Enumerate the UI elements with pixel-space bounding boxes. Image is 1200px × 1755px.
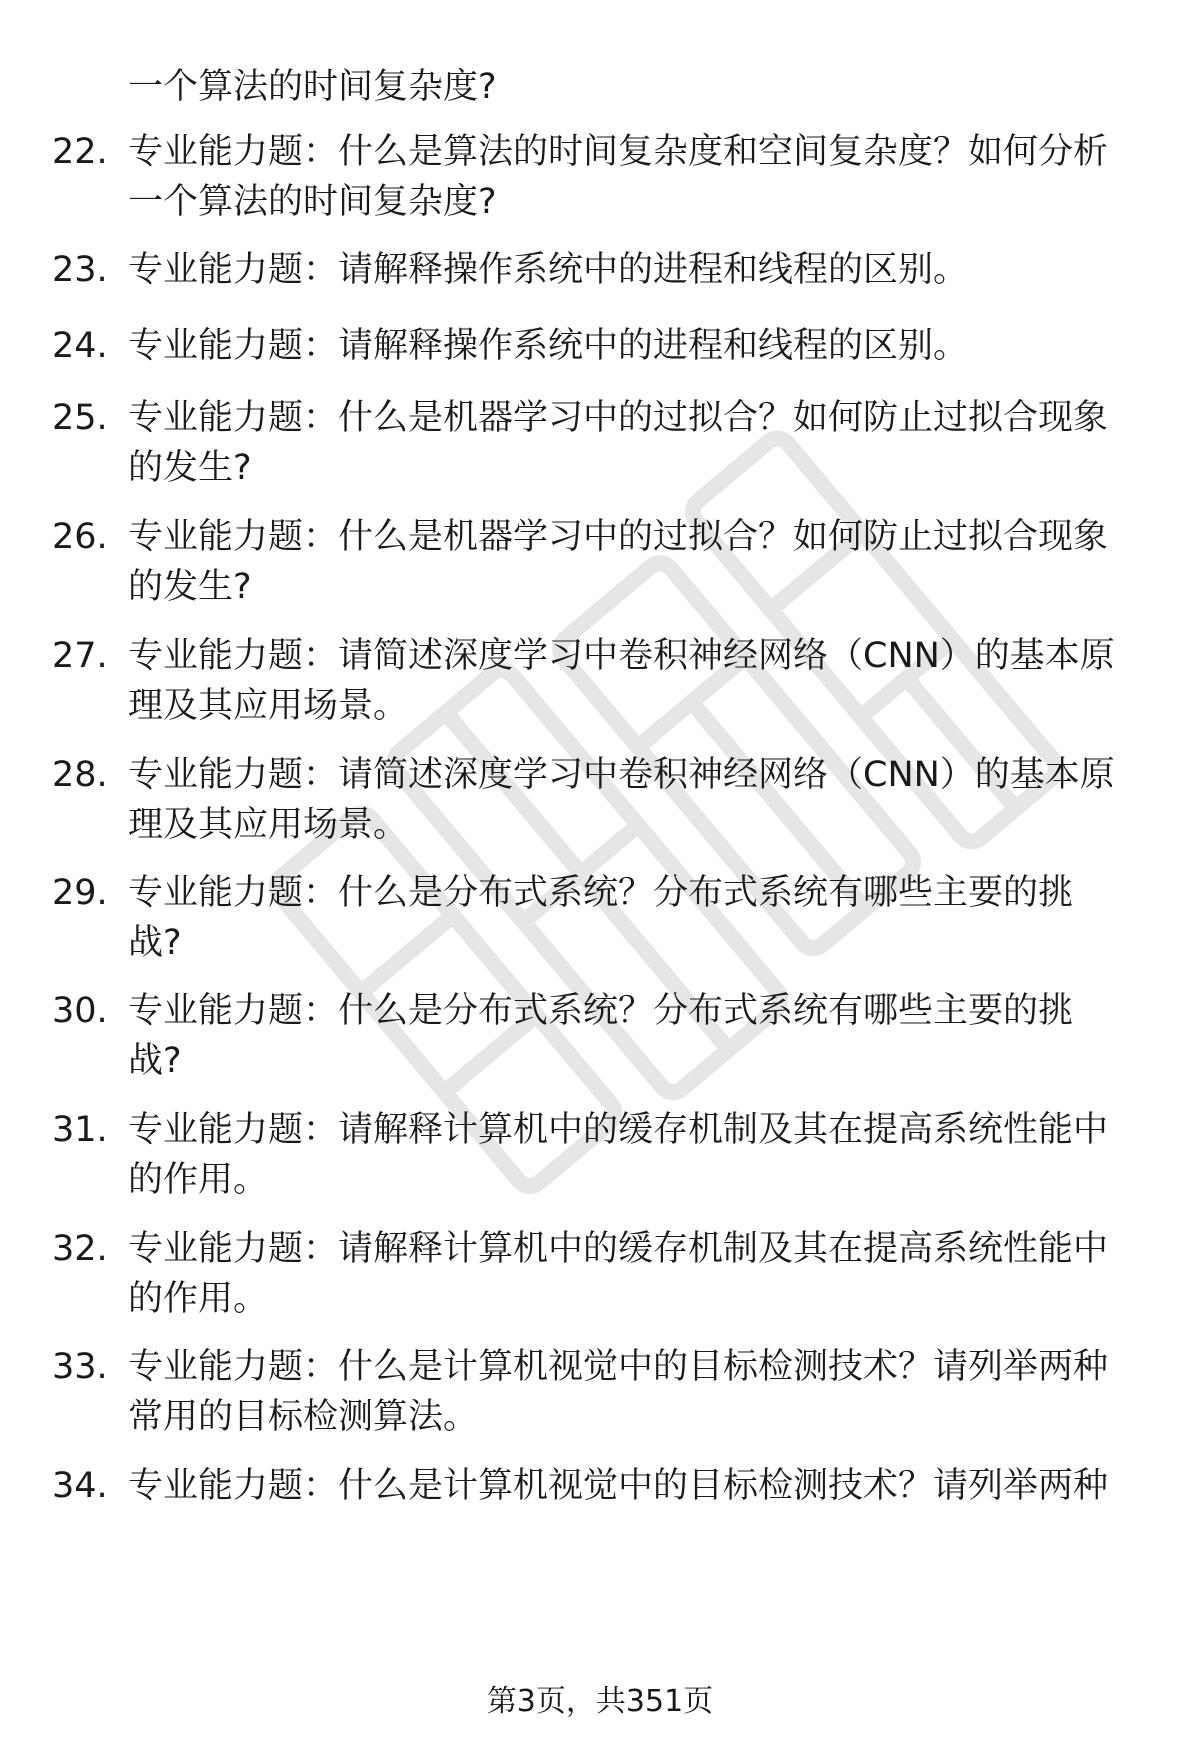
item-number: 25.: [52, 398, 108, 438]
item-text: [128, 1105, 1158, 1205]
item-number: 34.: [52, 1466, 108, 1506]
item-number: 28.: [52, 755, 108, 795]
item-line: 理及其应用场景。: [128, 686, 409, 726]
item-line: 专业能力题：什么是机器学习中的过拟合？如何防止过拟合现象: [128, 398, 1109, 438]
item-line: 专业能力题：请简述深度学习中卷积神经网络（CNN）的基本原: [128, 755, 1115, 795]
item-line: 专业能力题：请解释操作系统中的进程和线程的区别。: [128, 250, 969, 290]
item-line: 的发生?: [128, 567, 252, 607]
item-line: 战?: [128, 923, 182, 963]
item-line: 的作用。: [128, 1160, 269, 1200]
item-line: 一个算法的时间复杂度?: [128, 67, 497, 107]
item-text: [128, 986, 1158, 1086]
item-text: [128, 512, 1158, 612]
item-line: 专业能力题：什么是计算机视觉中的目标检测技术？请列举两种: [128, 1466, 1109, 1506]
item-number: 33.: [52, 1347, 108, 1387]
item-line: 专业能力题：请解释计算机中的缓存机制及其在提高系统性能中: [128, 1229, 1109, 1269]
item-number: 24.: [52, 326, 108, 366]
item-text: [128, 62, 1158, 112]
item-number: 32.: [52, 1229, 108, 1269]
item-text: [128, 1224, 1158, 1324]
item-text: [128, 127, 1158, 227]
item-line: 专业能力题：什么是分布式系统？分布式系统有哪些主要的挑: [128, 873, 1074, 913]
item-text: [128, 1342, 1158, 1442]
item-line: 专业能力题：请解释计算机中的缓存机制及其在提高系统性能中: [128, 1110, 1109, 1150]
item-number: 29.: [52, 873, 108, 913]
item-number: 22.: [52, 132, 108, 172]
item-number: 26.: [52, 517, 108, 557]
item-text: [128, 393, 1158, 493]
item-line: 常用的目标检测算法。: [128, 1397, 479, 1437]
item-line: 专业能力题：什么是机器学习中的过拟合？如何防止过拟合现象: [128, 517, 1109, 557]
item-number: 30.: [52, 991, 108, 1031]
item-number: 23.: [52, 250, 108, 290]
item-text: [128, 321, 1158, 371]
item-line: 专业能力题：什么是计算机视觉中的目标检测技术？请列举两种: [128, 1347, 1109, 1387]
item-line: 专业能力题：什么是算法的时间复杂度和空间复杂度？如何分析: [128, 132, 1109, 172]
item-line: 理及其应用场景。: [128, 805, 409, 845]
item-text: [128, 1461, 1158, 1511]
item-line: 的发生?: [128, 448, 252, 488]
item-line: 专业能力题：什么是分布式系统？分布式系统有哪些主要的挑: [128, 991, 1074, 1031]
item-text: [128, 631, 1158, 731]
item-text: [128, 245, 1158, 295]
item-line: 一个算法的时间复杂度?: [128, 182, 497, 222]
item-line: 专业能力题：请解释操作系统中的进程和线程的区别。: [128, 326, 969, 366]
item-line: 的作用。: [128, 1279, 269, 1319]
item-line: 专业能力题：请简述深度学习中卷积神经网络（CNN）的基本原: [128, 636, 1115, 676]
page-footer: 第3页，共351页: [486, 1684, 714, 1719]
item-text: [128, 868, 1158, 968]
item-number: 31.: [52, 1110, 108, 1150]
item-line: 战?: [128, 1041, 182, 1081]
item-text: [128, 750, 1158, 850]
item-number: 27.: [52, 636, 108, 676]
